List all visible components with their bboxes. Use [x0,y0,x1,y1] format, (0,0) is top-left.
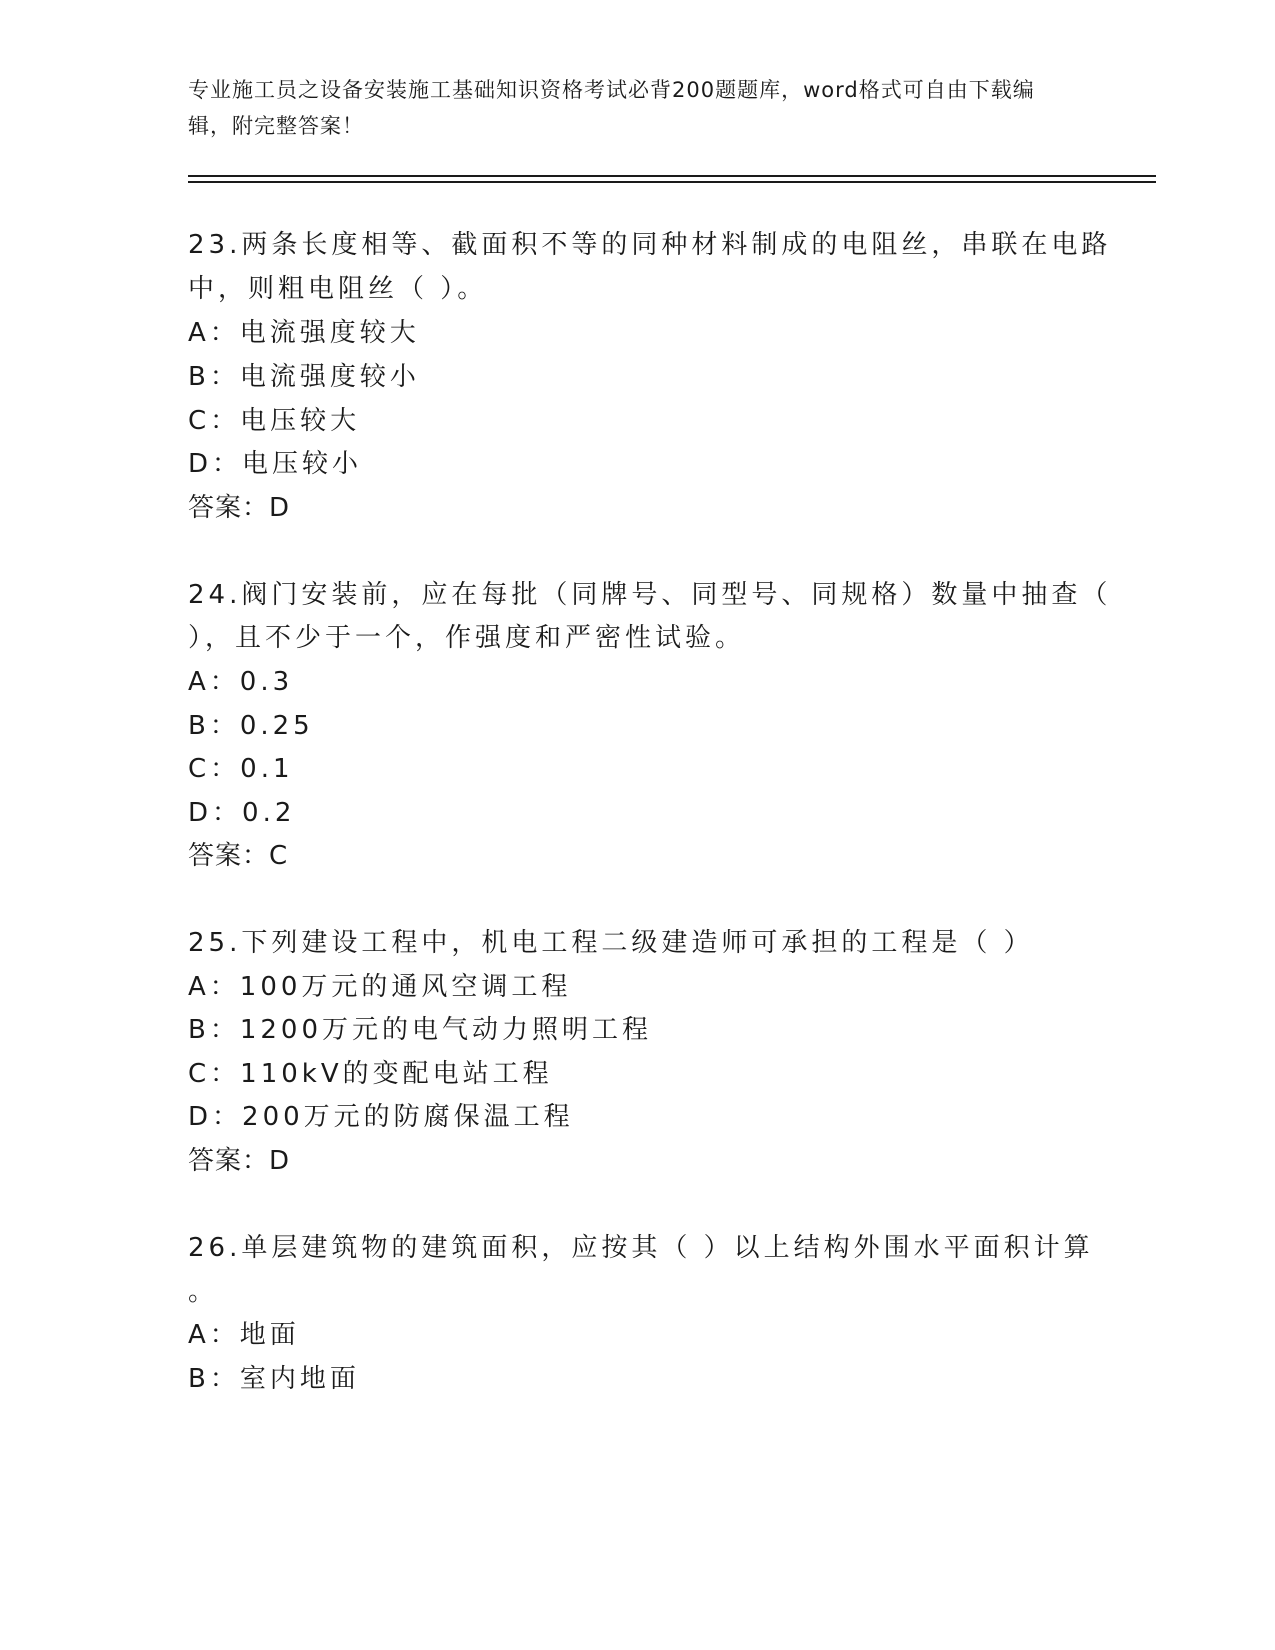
question-23-option-b: B：电流强度较小 [188,362,420,392]
question-24-option-c: C：0.1 [188,754,294,784]
question-26-option-b: B：室内地面 [188,1364,360,1394]
header-rule-bottom [188,181,1156,183]
question-25-line-1: 25.下列建设工程中，机电工程二级建造师可承担的工程是（ ） [188,928,1034,958]
question-24-answer: 答案：C [188,841,289,871]
question-24-line-2: ），且不少于一个，作强度和严密性试验。 [188,623,746,653]
question-25-option-b: B：1200万元的电气动力照明工程 [188,1015,653,1045]
header-rule-top [188,175,1156,177]
question-23-option-d: D：电压较小 [188,449,363,479]
question-23-answer: 答案：D [188,493,291,523]
question-26-option-a: A：地面 [188,1320,300,1350]
question-24-option-b: B：0.25 [188,711,314,741]
question-23-option-c: C：电压较大 [188,406,361,436]
question-23-line-1: 23.两条长度相等、截面积不等的同种材料制成的电阻丝，串联在电路 [188,230,1112,260]
question-23-line-2: 中，则粗电阻丝（ ）。 [188,274,488,304]
document-header: 专业施工员之设备安装施工基础知识资格考试必背200题题库，word格式可自由下载编辑，附完整答案！ [188,78,1035,138]
question-24-line-1: 24.阀门安装前，应在每批（同牌号、同型号、同规格）数量中抽查（ [188,580,1112,610]
question-26-line-1: 26.单层建筑物的建筑面积，应按其（ ）以上结构外围水平面积计算 [188,1233,1094,1263]
question-25-option-c: C：110kV的变配电站工程 [188,1059,553,1089]
question-24-option-d: D：0.2 [188,798,296,828]
question-24-option-a: A：0.3 [188,667,294,697]
question-23-option-a: A：电流强度较大 [188,318,420,348]
question-26-line-2: 。 [188,1277,219,1307]
question-25-option-d: D：200万元的防腐保温工程 [188,1102,574,1132]
question-25-option-a: A：100万元的通风空调工程 [188,972,572,1002]
question-25-answer: 答案：D [188,1146,291,1176]
